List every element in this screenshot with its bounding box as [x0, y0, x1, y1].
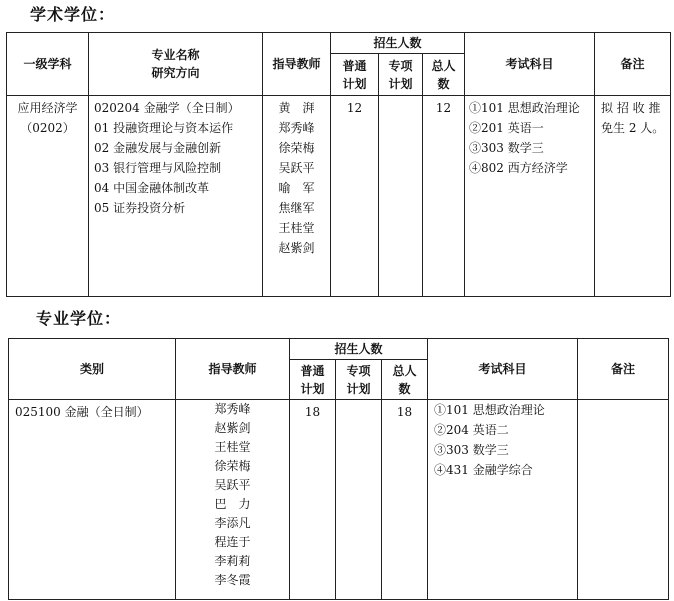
- header-discipline: 一级学科: [7, 33, 89, 96]
- supervisor-name: 李添凡: [214, 516, 251, 530]
- total-value: 12: [423, 96, 465, 297]
- header-regular-plan: [331, 54, 379, 96]
- exam-subject: ④431 金融学综合: [434, 463, 533, 477]
- supervisor-name: 巴 力: [214, 497, 251, 511]
- header-category: 类别: [9, 339, 176, 400]
- supervisor-name: 徐荣梅: [214, 459, 251, 473]
- header-special-line1: 专项: [388, 58, 413, 73]
- header-major: [89, 33, 263, 96]
- header-major-line2: 研究方向: [151, 66, 200, 80]
- professional-degree-table: [8, 338, 669, 600]
- academic-section-title: 学术学位：: [30, 5, 116, 24]
- header-enrollment: 招生人数: [290, 339, 428, 360]
- supervisor-name: 吴跃平: [278, 161, 315, 175]
- supervisor-name: 喻 军: [278, 181, 315, 195]
- supervisor-name: 郑秀峰: [214, 402, 251, 416]
- header-regular-plan: [290, 360, 336, 400]
- direction-item: 04 中国金融体制改革: [94, 181, 210, 195]
- header-special-line2: 计划: [388, 76, 413, 91]
- direction-item: 020204 金融学（全日制）: [94, 101, 240, 115]
- header-total-line1: 总人: [431, 58, 456, 73]
- supervisor-name: 赵紫剑: [214, 421, 251, 435]
- header-total-line2: 数: [437, 76, 450, 91]
- exam-subject: ①101 思想政治理论: [434, 403, 545, 417]
- header-regular-line2: 计划: [300, 381, 325, 396]
- professional-section-title: 专业学位：: [36, 309, 122, 328]
- header-supervisors: 指导教师: [176, 339, 290, 400]
- supervisor-name: 郑秀峰: [278, 121, 315, 135]
- exam-subject: ③303 数学三: [434, 443, 509, 457]
- supervisor-name: 吴跃平: [214, 478, 251, 492]
- supervisor-name: 焦继军: [278, 201, 315, 215]
- header-major-line1: 专业名称: [151, 48, 200, 62]
- supervisor-name: 赵紫剑: [278, 241, 315, 255]
- header-special-line1: 专项: [346, 363, 371, 378]
- remarks-line: 拟 招 收 推: [601, 101, 661, 115]
- direction-item: 03 银行管理与风险控制: [94, 161, 222, 175]
- special-plan-value: [379, 96, 423, 297]
- remarks-line: 免生 2 人。: [601, 121, 665, 135]
- exam-subject: ①101 思想政治理论: [469, 101, 580, 115]
- discipline-name: 应用经济学: [17, 101, 78, 115]
- supervisor-name: 程连于: [214, 535, 251, 549]
- header-special-plan: [336, 360, 382, 400]
- exam-subject: ②204 英语二: [434, 423, 509, 437]
- exam-subject: ③303 数学三: [469, 141, 544, 155]
- table-row: [7, 96, 671, 297]
- supervisor-name: 徐荣梅: [278, 141, 315, 155]
- direction-item: 02 金融发展与金融创新: [94, 141, 222, 155]
- remarks-cell: [595, 96, 671, 297]
- header-exams: 考试科目: [428, 339, 578, 400]
- direction-item: 05 证券投资分析: [94, 201, 186, 215]
- exam-subject: ②201 英语一: [469, 121, 544, 135]
- total-value: 18: [382, 400, 428, 600]
- header-regular-line1: 普通: [342, 58, 367, 73]
- regular-plan-value: 12: [331, 96, 379, 297]
- header-total-line1: 总人: [392, 363, 417, 378]
- special-plan-value: [336, 400, 382, 600]
- header-enrollment: 招生人数: [331, 33, 465, 54]
- regular-plan-value: 18: [290, 400, 336, 600]
- supervisors-cell: [176, 400, 290, 600]
- supervisor-name: 李莉莉: [214, 554, 251, 568]
- exams-cell: [465, 96, 595, 297]
- table-row: [9, 400, 669, 600]
- academic-degree-table: [6, 32, 671, 297]
- discipline-code: （0202）: [20, 121, 75, 135]
- category-cell: 025100 金融（全日制）: [9, 400, 176, 600]
- header-total: [382, 360, 428, 400]
- supervisors-cell: [263, 96, 331, 297]
- header-special-line2: 计划: [346, 381, 371, 396]
- remarks-cell: [578, 400, 669, 600]
- discipline-cell: [7, 96, 89, 297]
- exams-cell: [428, 400, 578, 600]
- supervisor-name: 王桂堂: [214, 440, 251, 454]
- header-remarks: 备注: [595, 33, 671, 96]
- header-regular-line2: 计划: [342, 76, 367, 91]
- header-total-line2: 数: [398, 381, 411, 396]
- header-exams: 考试科目: [465, 33, 595, 96]
- header-supervisors: 指导教师: [263, 33, 331, 96]
- direction-item: 01 投融资理论与资本运作: [94, 121, 234, 135]
- header-special-plan: [379, 54, 423, 96]
- directions-cell: [89, 96, 263, 297]
- header-remarks: 备注: [578, 339, 669, 400]
- header-total: [423, 54, 465, 96]
- supervisor-name: 王桂堂: [278, 221, 315, 235]
- supervisor-name: 李冬霞: [214, 573, 251, 587]
- exam-subject: ④802 西方经济学: [469, 161, 568, 175]
- supervisor-name: 黄 湃: [278, 101, 315, 115]
- header-regular-line1: 普通: [300, 363, 325, 378]
